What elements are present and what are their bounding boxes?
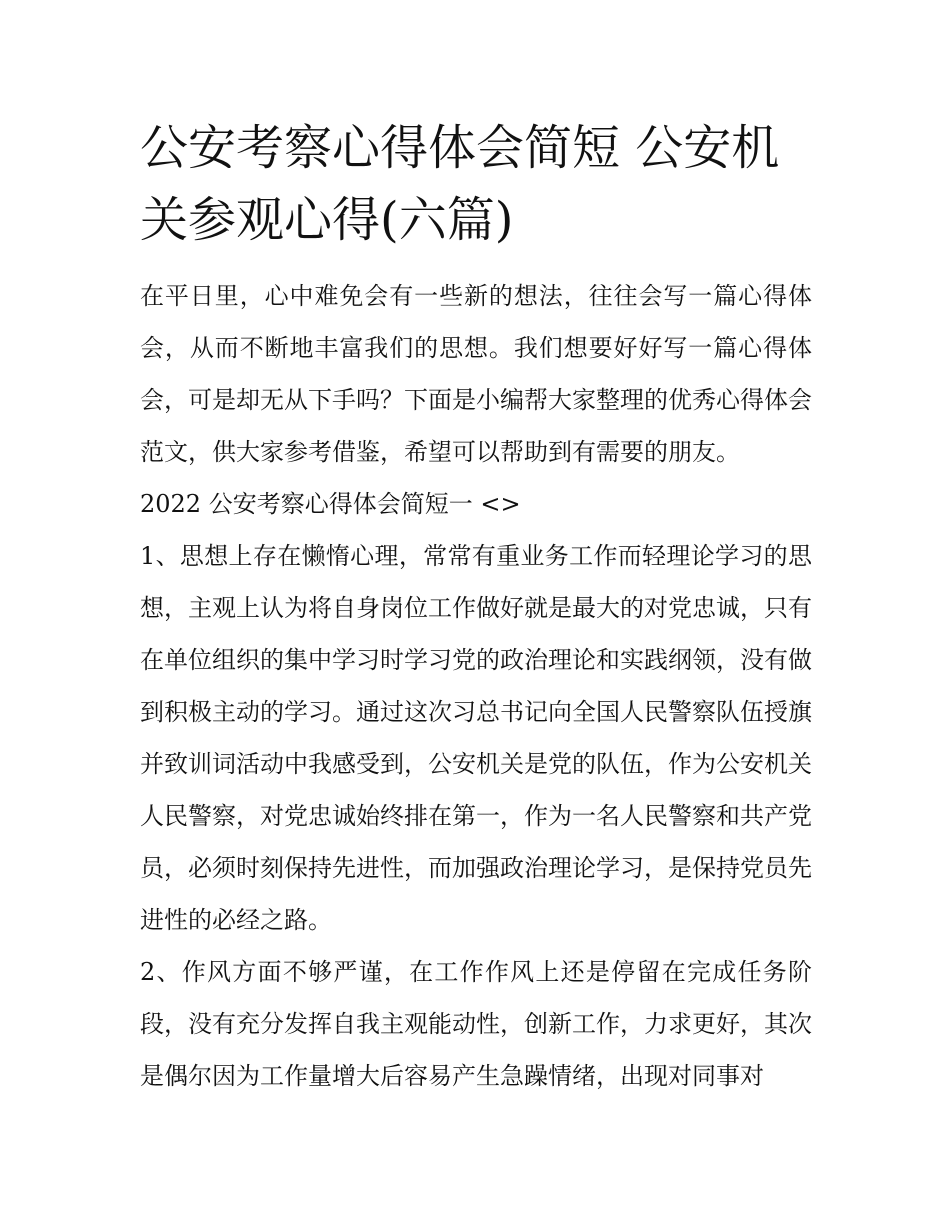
section-heading: 2022 公安考察心得体会简短一 <> <box>140 490 521 518</box>
body-paragraph-1: 1、思想上存在懒惰心理，常常有重业务工作而轻理论学习的思想，主观上认为将自身岗位工作做好就是最大的对党忠诚，只有在单位组织的集中学习时学习党的政治理论和实践纲领，没有做到积极主动的学习。通过这次习总书记向全国人民警察队伍授旗并致训词活动中我感受到，公安机关是党的队伍，作为公安机关人民警察，对党忠诚始终排在第一，作为一名人民警察和共产党员，必须时刻保持先进性，而加强政治理论学习，是保持党员先进性的必经之路。 <box>140 542 812 934</box>
document-body <box>140 270 812 1102</box>
body-paragraph-2: 2、作风方面不够严谨，在工作作风上还是停留在完成任务阶段，没有充分发挥自我主观能动性，创新工作，力求更好，其次是偶尔因为工作量增大后容易产生急躁情绪，出现对同事对 <box>140 958 812 1090</box>
intro-paragraph: 在平日里，心中难免会有一些新的想法，往往会写一篇心得体会，从而不断地丰富我们的思想。我们想要好好写一篇心得体会，可是却无从下手吗？下面是小编帮大家整理的优秀心得体会范文，供大家参考借鉴，希望可以帮助到有需要的朋友。 <box>140 282 812 466</box>
document-title: 公安考察心得体会简短 公安机关参观心得(六篇) <box>140 120 780 248</box>
document-content <box>140 112 812 1102</box>
